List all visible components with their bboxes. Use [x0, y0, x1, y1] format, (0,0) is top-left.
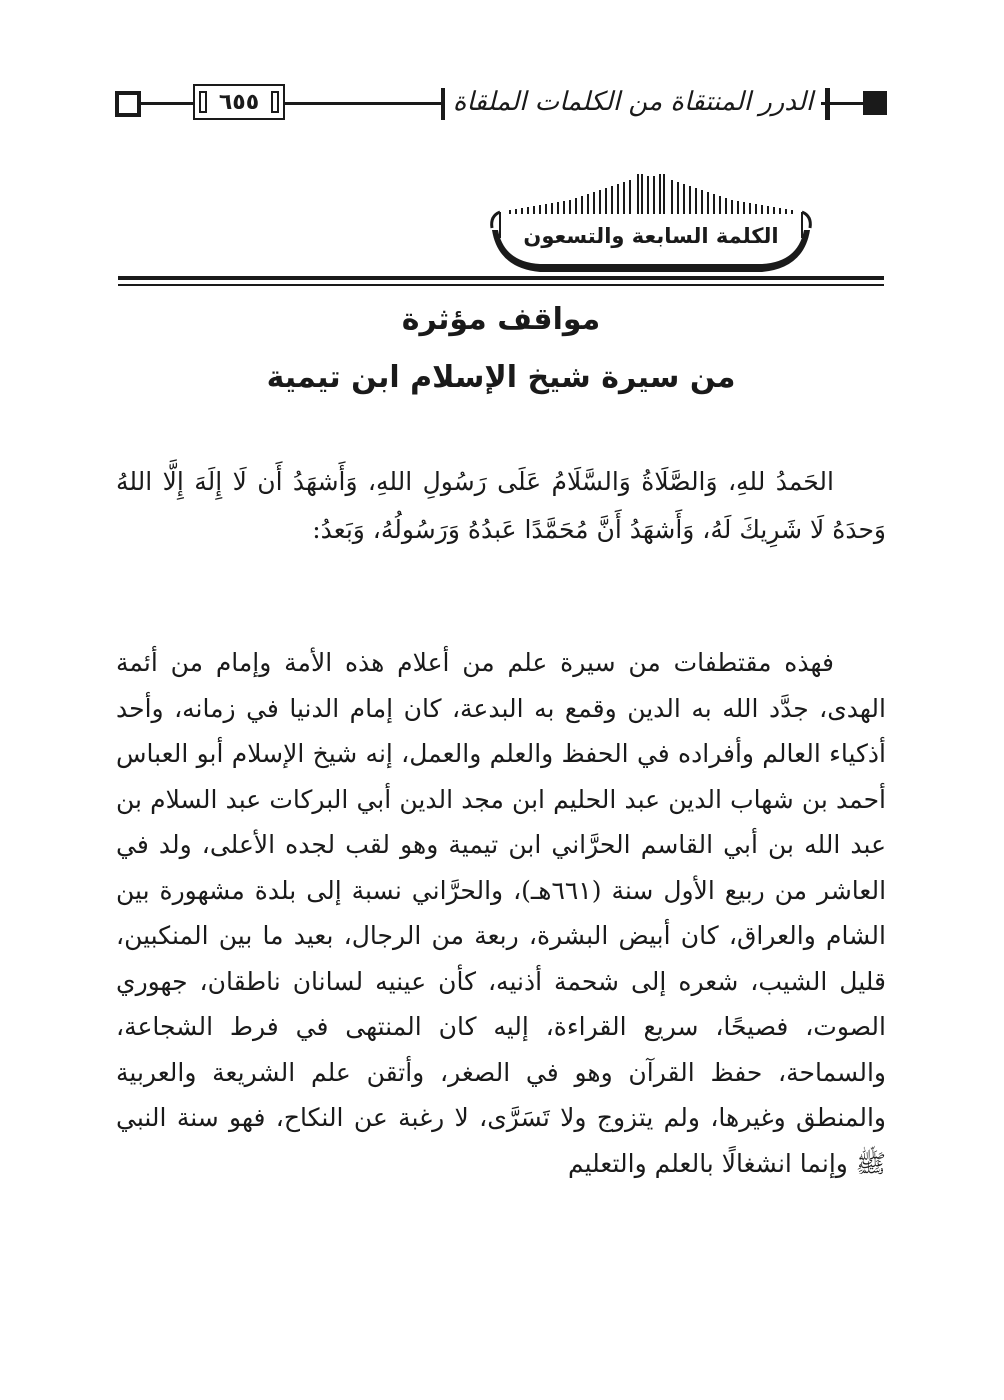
article-title-line-1: مواقف مؤثرة: [401, 302, 601, 337]
separator-rule-thick: [118, 276, 884, 280]
solid-square-ornament: [863, 91, 887, 115]
intro-paragraph-text: الحَمدُ للهِ، وَالصَّلَاةُ وَالسَّلَامُ عَلَى رَسُولِ اللهِ، وَأَشهَدُ أَن لَا إِلَهَ إِلَّا اللهُ وَحدَهُ لَا شَرِيكَ لَهُ، وَأَشهَدُ أَنَّ مُحَمَّدًا عَبدُهُ وَرَسُولُهُ، وَبَعدُ:: [116, 467, 886, 544]
word-number-badge: [480, 168, 822, 278]
badge-frame-ornament: [480, 168, 822, 278]
running-header: [115, 82, 887, 126]
header-bar-ornament-right: [825, 88, 830, 120]
hollow-square-ornament: [115, 91, 141, 117]
header-rule-left: [137, 102, 195, 105]
separator-rule-thin: [118, 284, 884, 286]
body-paragraph: [116, 640, 886, 1186]
intro-paragraph: [116, 458, 886, 554]
book-title: الدرر المنتقاة من الكلمات الملقاة: [445, 82, 821, 122]
page-number-text: ٦٥٥: [218, 89, 260, 115]
header-rule-middle: [285, 102, 445, 105]
page-number: [193, 84, 285, 120]
word-number-label: الكلمة السابعة والتسعون: [523, 224, 779, 248]
article-title-line-2: من سيرة شيخ الإسلام ابن تيمية: [266, 360, 736, 395]
body-paragraph-text: فهذه مقتطفات من سيرة علم من أعلام هذه الأمة وإمام من أئمة الهدى، جدَّد الله به الدين وقمع به البدعة، كان إمام الدنيا في زمانه، وأحد أذكياء العالم وأفراده في الحفظ والعلم والعمل، إنه شيخ الإسلام أبو العباس أحمد بن شهاب الدين عبد الحليم ابن مجد الدين أبي البركات عبد السلام بن عبد الله بن أبي القاسم الحرَّاني ابن تيمية وهو لقب لجده الأعلى، ولد في العاشر من ربيع الأول سنة (٦٦١هـ)، والحرَّاني نسبة إلى بلدة مشهورة بين الشام والعراق، كان أبيض البشرة، ربعة من الرجال، بعيد ما بين المنكبين، قليل الشيب، شعره إلى شحمة أذنيه، كأن عينيه لسانان ناطقان، جهوري الصوت، فصيحًا، سريع القراءة، إليه كان المنتهى في فرط الشجاعة، والسماحة، حفظ القرآن وهو في الصغر، وأتقن علم الشريعة والعربية والمنطق وغيرها، ولم يتزوج ولا تَسَرَّى، لا رغبة عن النكاح، فهو سنة النبي ﷺ وإنما انشغالًا بالعلم والتعليم: [116, 648, 887, 1178]
